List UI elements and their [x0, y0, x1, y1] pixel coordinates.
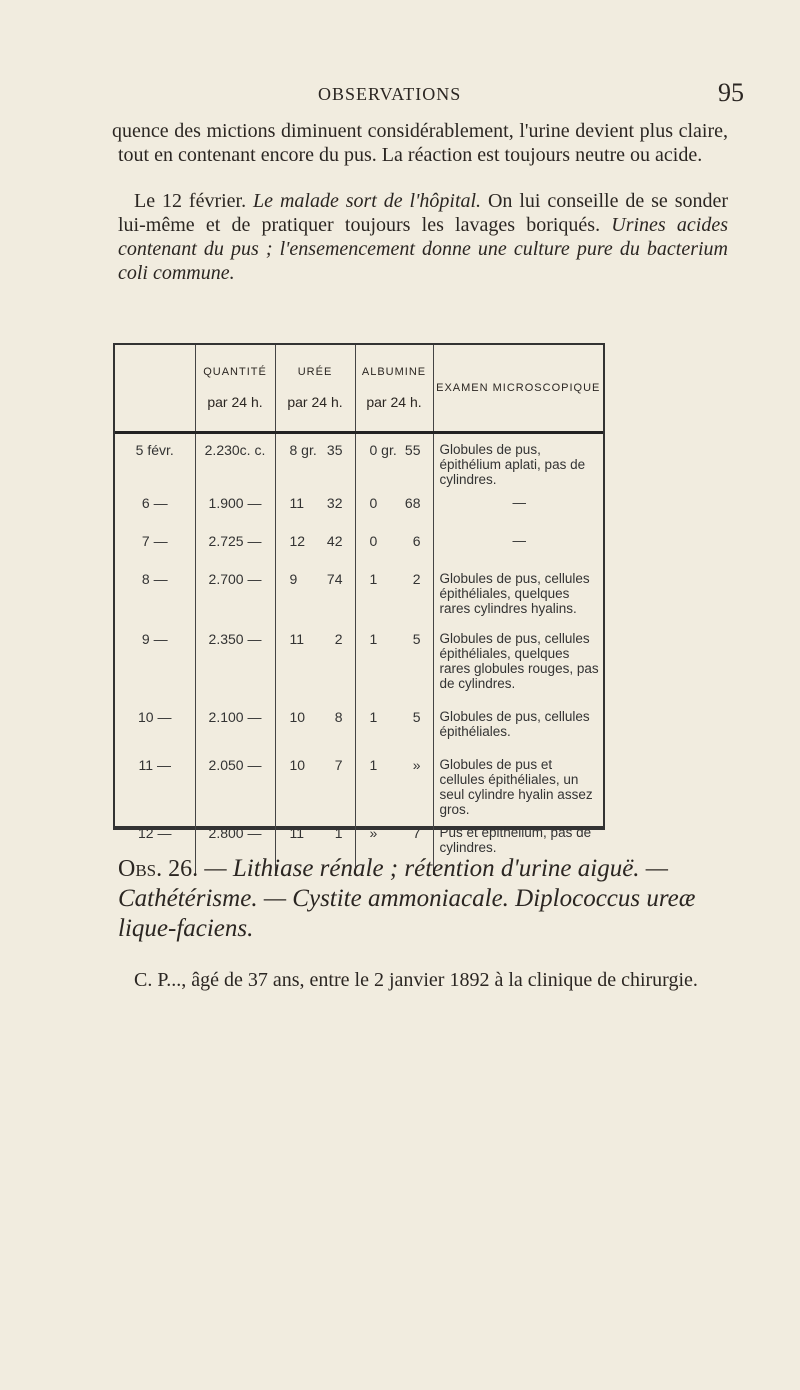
- cell-date: 9 —: [115, 623, 195, 701]
- paragraph-2-italic-2: Urines acides contenant du pus ; l'ensemencement donne une culture pure du bacterium coli commune.: [118, 214, 728, 284]
- cell-albumine: » 7: [355, 817, 433, 875]
- cell-albumine: 0 68: [355, 487, 433, 525]
- cell-albumine: 0 6: [355, 525, 433, 563]
- cell-uree: 9 74: [275, 563, 355, 623]
- cell-albumine: 1 5: [355, 623, 433, 701]
- cell-quantite: 2.230c. c.: [195, 433, 275, 488]
- paragraph-2-date: Le 12 février.: [134, 190, 247, 212]
- cell-albumine: 1 5: [355, 701, 433, 749]
- cell-examen: Globules de pus et cellules épithéliales, un seul cylindre hyalin assez gros.: [439, 757, 593, 817]
- header-date: [115, 345, 195, 433]
- cell-quantite: 2.800 —: [195, 817, 275, 875]
- cell-date: 10 —: [115, 701, 195, 749]
- header-quantite: QUANTITÉ par 24 h.: [195, 345, 275, 433]
- cell-date: 8 —: [115, 563, 195, 623]
- cell-quantite: 2.725 —: [195, 525, 275, 563]
- cell-uree: 12 42: [275, 525, 355, 563]
- cell-quantite: 2.700 —: [195, 563, 275, 623]
- cell-examen: Globules de pus, épithélium aplati, pas de cylindres.: [439, 442, 586, 487]
- table-row: [115, 525, 603, 563]
- cell-quantite: 2.100 —: [195, 701, 275, 749]
- cell-examen: Globules de pus, cellules épithéliales, quelques rares cylindres hyalins.: [439, 571, 590, 616]
- table-row: [115, 623, 603, 701]
- cell-examen: —: [512, 533, 526, 548]
- table-header-row: [115, 345, 603, 433]
- cell-examen: Globules de pus, cellules épithéliales.: [439, 709, 590, 739]
- table-row: [115, 563, 603, 623]
- page-number: 95: [718, 78, 744, 107]
- observation-title: [118, 854, 738, 944]
- cell-uree: 10 8: [275, 701, 355, 749]
- observation-heading: — Lithiase rénale ; rétention d'urine aiguë. — Cathétérisme. — Cystite ammoniacale. Diplococcus ureæ lique-faciens.: [118, 855, 696, 942]
- cell-quantite: 2.350 —: [195, 623, 275, 701]
- paragraph-2-italic-1: Le malade sort de l'hôpital.: [253, 190, 482, 212]
- cell-date: 5 févr.: [115, 433, 195, 488]
- cell-uree: 8 gr. 35: [275, 433, 355, 488]
- paragraph-1: quence des mictions diminuent considérablement, l'urine devient plus claire, tout en contenant encore du pus. La réaction est toujours neutre ou acide.: [112, 120, 728, 166]
- cell-albumine: 1 2: [355, 563, 433, 623]
- cell-quantite: 1.900 —: [195, 487, 275, 525]
- cell-quantite: 2.050 —: [195, 749, 275, 817]
- cell-uree: 11 1: [275, 817, 355, 875]
- table-row: [115, 701, 603, 749]
- header-examen: EXAMEN MICROSCOPIQUE: [433, 345, 603, 433]
- running-title: OBSERVATIONS: [318, 84, 462, 104]
- paragraph-2: [118, 189, 728, 285]
- cell-date: 11 —: [115, 749, 195, 817]
- paragraph-2-plain: On lui conseille de se sonder lui-même et de pratiquer toujours les lavages boriqués.: [118, 190, 729, 236]
- header-uree: URÉE par 24 h.: [275, 345, 355, 433]
- cell-date: 6 —: [115, 487, 195, 525]
- header-albumine: ALBUMINE par 24 h.: [355, 345, 433, 433]
- table-row: [115, 749, 603, 817]
- cell-examen: Globules de pus, cellules épithéliales, quelques rares globules rouges, pas de cylindres.: [439, 631, 599, 691]
- cell-examen: Pus et épithélium, pas de cylindres.: [439, 825, 592, 855]
- cell-examen: —: [512, 495, 526, 510]
- urine-analysis-table: [113, 343, 605, 855]
- cell-uree: 10 7: [275, 749, 355, 817]
- cell-date: 12 —: [115, 817, 195, 875]
- observation-number: Obs. 26.: [118, 856, 199, 882]
- table-row: [115, 487, 603, 525]
- table-row: [115, 433, 603, 488]
- cell-uree: 11 32: [275, 487, 355, 525]
- paragraph-3: C. P..., âgé de 37 ans, entre le 2 janvier 1892 à la clinique de chirurgie.: [134, 969, 698, 991]
- cell-albumine: 0 gr. 55: [355, 433, 433, 488]
- cell-albumine: 1 »: [355, 749, 433, 817]
- cell-date: 7 —: [115, 525, 195, 563]
- cell-uree: 11 2: [275, 623, 355, 701]
- page-header: [0, 78, 800, 118]
